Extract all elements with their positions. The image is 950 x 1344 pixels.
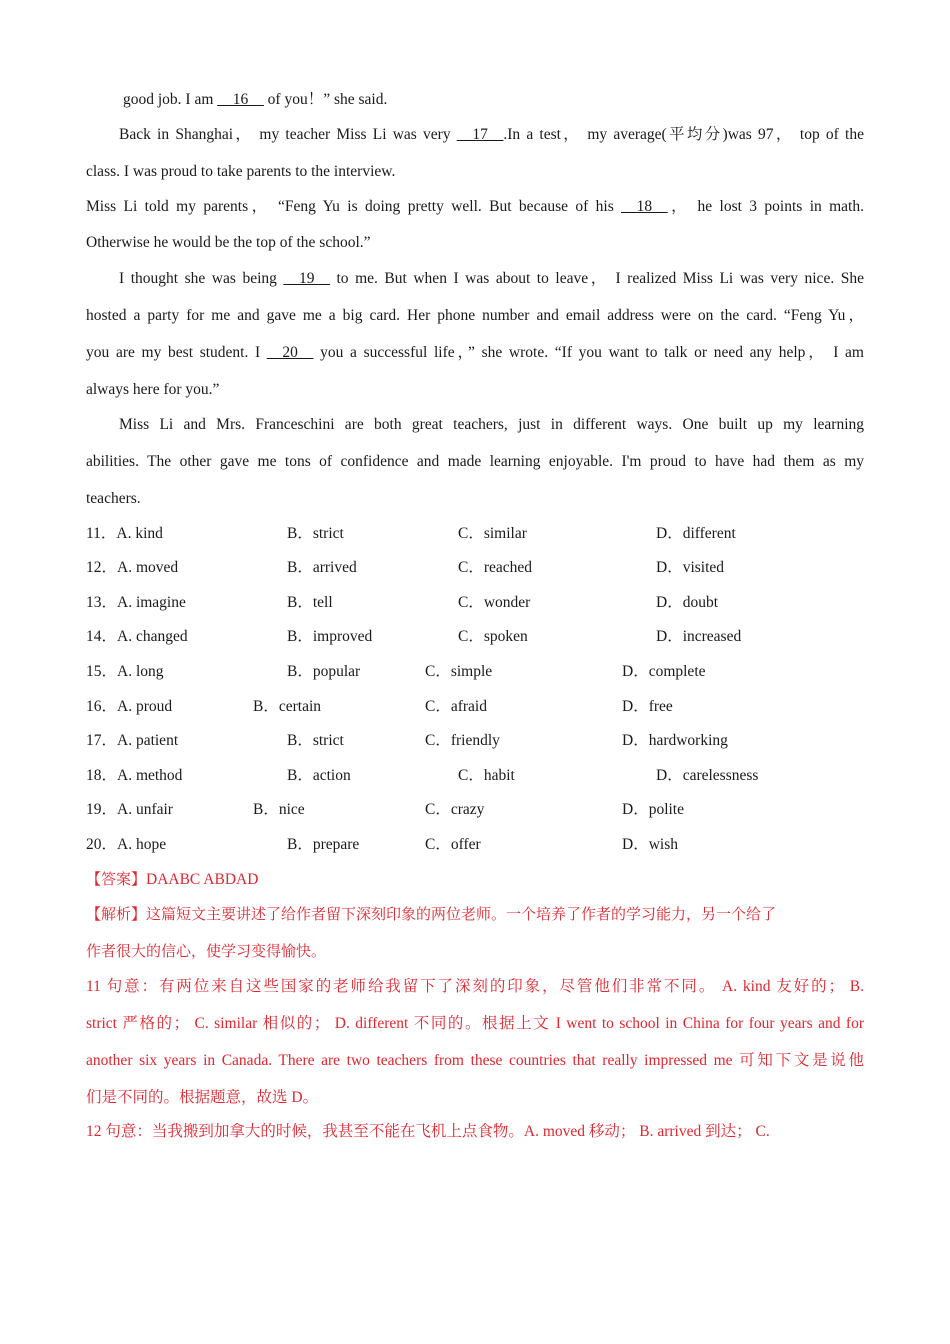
q15-option-c: C．simple	[425, 663, 493, 680]
analysis-line-2: 作者很大的信心，使学习变得愉快。	[86, 942, 327, 960]
q19-option-d: D．polite	[622, 801, 684, 818]
passage-line-4: Miss Li told my parents， “Feng Yu is doing pretty well. But because of his __18__， he lost 3 points in math.	[86, 198, 864, 215]
analysis-label: 【解析】	[86, 905, 147, 923]
passage-line-12: teachers.	[86, 490, 141, 507]
q17-option-a: 17．A. patient	[86, 732, 179, 749]
analysis-line-7: 12 句意：当我搬到加拿大的时候，我甚至不能在飞机上点食物。A. moved 移动； B. arrived 到达； C.	[86, 1123, 770, 1140]
q15-option-a: 15．A. long	[86, 663, 164, 680]
passage-line-7: hosted a party for me and gave me a big card. Her phone number and email address were on the card. “Feng Yu，	[86, 307, 864, 324]
q14-option-c: C．spoken	[458, 628, 528, 645]
analysis-line-3: 11 句意：有两位来自这些国家的老师给我留下了深刻的印象，尽管他们非常不同。 A. kind 友好的； B.	[86, 978, 864, 995]
q20-option-a: 20．A. hope	[86, 836, 167, 853]
q13-option-c: C．wonder	[458, 594, 531, 611]
q11-option-c: C．similar	[458, 525, 527, 542]
passage-line-8: you are my best student. I __20__ you a successful life，” she wrote. “If you want to talk or need any help， I am	[86, 344, 864, 361]
q11-option-d: D．different	[656, 525, 736, 542]
blank-20: __20__	[266, 344, 314, 361]
q15-option-d: D．complete	[622, 663, 706, 680]
answer-line	[86, 869, 864, 890]
q13-option-a: 13．A. imagine	[86, 594, 186, 611]
passage-line-3: class. I was proud to take parents to the interview.	[86, 163, 396, 180]
q16-option-c: C．afraid	[425, 698, 487, 715]
q18-option-c: C．habit	[458, 767, 515, 784]
q17-option-c: C．friendly	[425, 732, 500, 749]
passage-line-5: Otherwise he would be the top of the school.”	[86, 234, 371, 251]
blank-19: __19__	[283, 270, 330, 287]
q16-option-b: B．certain	[253, 698, 322, 715]
q12-option-d: D．visited	[656, 559, 725, 576]
q17-option-d: D．hardworking	[622, 732, 728, 749]
q14-option-d: D．increased	[656, 628, 742, 645]
q18-option-b: B．action	[287, 767, 351, 784]
q14-option-b: B．improved	[287, 628, 373, 645]
analysis-line-4: strict 严格的； C. similar 相似的； D. different 不同的。根据上文 I went to school in China for four years and for	[86, 1015, 864, 1032]
q15-option-b: B．popular	[287, 663, 361, 680]
q12-option-b: B．arrived	[287, 559, 357, 576]
q12-option-c: C．reached	[458, 559, 533, 576]
q12-option-a: 12．A. moved	[86, 559, 179, 576]
q19-option-c: C．crazy	[425, 801, 485, 818]
blank-18: __18__	[621, 198, 668, 215]
q18-option-d: D．carelessness	[656, 767, 759, 784]
q19-option-b: B．nice	[253, 801, 305, 818]
answer-value: DAABC ABDAD	[146, 871, 259, 888]
q11-option-b: B．strict	[287, 525, 344, 542]
passage-line-6: I thought she was being __19__ to me. But when I was about to leave， I realized Miss Li was very nice. She	[119, 270, 864, 287]
blank-16: __16__	[217, 91, 264, 108]
q13-option-b: B．tell	[287, 594, 333, 611]
q19-option-a: 19．A. unfair	[86, 801, 173, 818]
passage-line-2: Back in Shanghai， my teacher Miss Li was very __17__.In a test， my average(平均分)was 97， top of the	[119, 126, 864, 143]
analysis-line-5: another six years in Canada. There are two teachers from these countries that really impressed me 可知下文是说他	[86, 1052, 864, 1069]
q20-option-b: B．prepare	[287, 836, 360, 853]
analysis-line-1: 【解析】这篇短文主要讲述了给作者留下深刻印象的两位老师。一个培养了作者的学习能力，另一个给了	[86, 905, 777, 923]
q16-option-a: 16．A. proud	[86, 698, 173, 715]
q14-option-a: 14．A. changed	[86, 628, 188, 645]
q17-option-b: B．strict	[287, 732, 344, 749]
passage-line-10: Miss Li and Mrs. Franceschini are both great teachers, just in different ways. One built up my learning	[119, 416, 864, 433]
answer-label: 【答案】	[86, 870, 147, 888]
q11-option-a: 11．A. kind	[86, 525, 163, 542]
blank-17: __17__	[456, 126, 504, 143]
q20-option-d: D．wish	[622, 836, 678, 853]
q18-option-a: 18．A. method	[86, 767, 183, 784]
q16-option-d: D．free	[622, 698, 673, 715]
passage-line-9: always here for you.”	[86, 381, 220, 398]
passage-line-1: good job. I am __16__ of you！” she said.	[123, 91, 388, 108]
passage-line-11: abilities. The other gave me tons of confidence and made learning enjoyable. I'm proud to have had them as my	[86, 453, 864, 470]
q13-option-d: D．doubt	[656, 594, 719, 611]
q20-option-c: C．offer	[425, 836, 481, 853]
analysis-line-6: 们是不同的。根据题意，故选 D。	[86, 1089, 319, 1106]
